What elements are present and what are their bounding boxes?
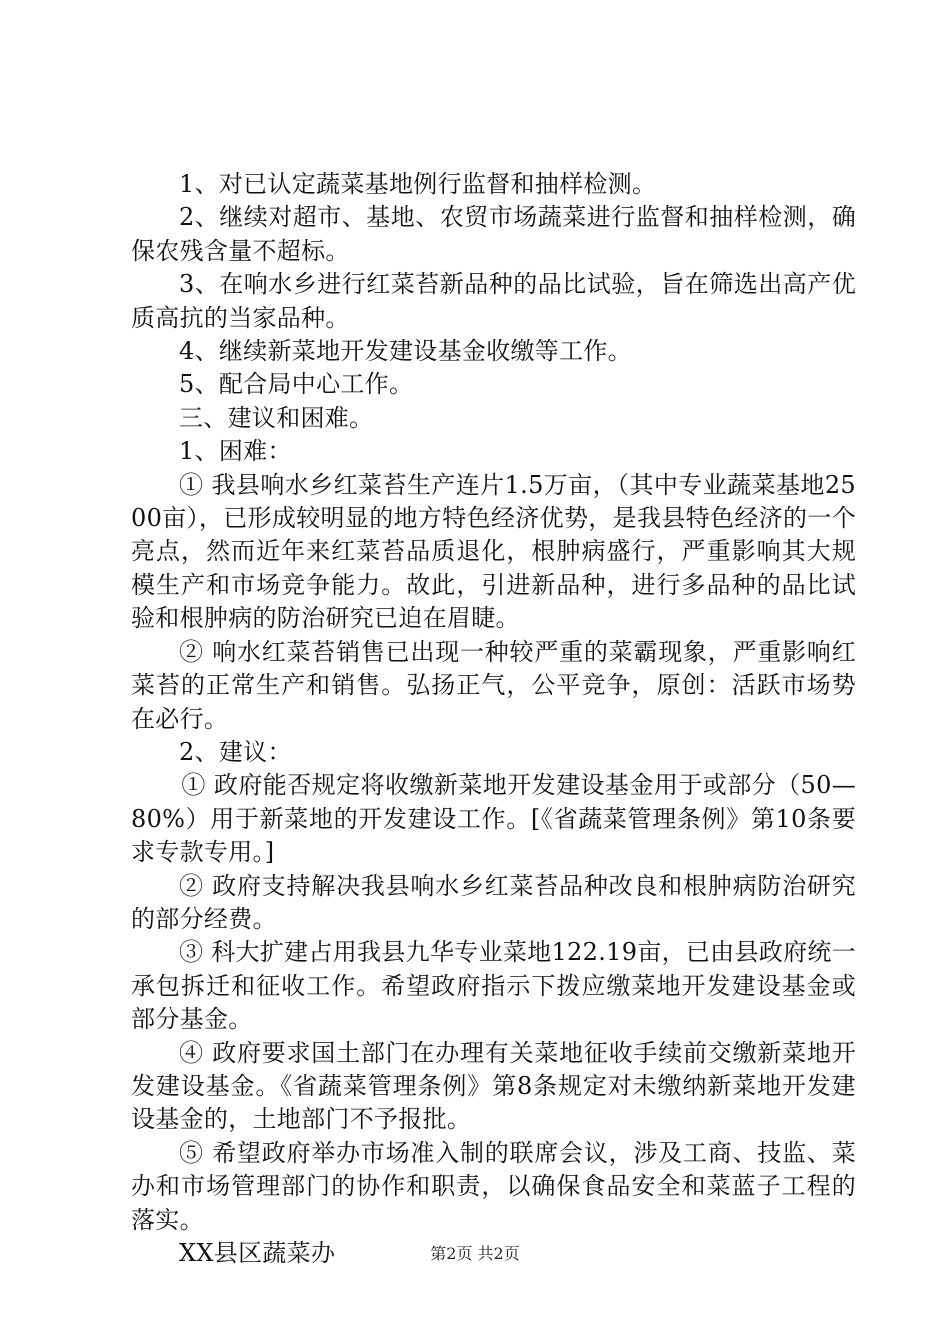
- suggestion-item-1: ① 政府能否规定将收缴新菜地开发建设基金用于或部分（50—80%）用于新菜地的开发建设工作。[《省蔬菜管理条例》第10条要求专款专用。]: [131, 771, 856, 867]
- suggestion-item-4: ④ 政府要求国土部门在办理有关菜地征收手续前交缴新菜地开发建设基金。《省蔬菜管理条例》第8条规定对未缴纳新菜地开发建设基金的，土地部门不予报批。: [131, 1038, 856, 1134]
- subheading-difficulties: 1、困难：: [179, 437, 292, 466]
- page-number-label: 第2页 共2页: [430, 1244, 520, 1263]
- paragraph-item-5: 5、配合局中心工作。: [179, 370, 414, 399]
- paragraph-item-4: 4、继续新菜地开发建设基金收缴等工作。: [179, 337, 632, 366]
- difficulty-item-2: ② 响水红菜苔销售已出现一种较严重的菜霸现象，严重影响红菜苔的正常生产和销售。弘扬正气，公平竞争，原创：活跃市场势在必行。: [131, 637, 856, 733]
- paragraph-item-3: 3、在响水乡进行红菜苔新品种的品比试验，旨在筛选出高产优质高抗的当家品种。: [131, 270, 856, 332]
- section-heading-suggestions: 三、建议和困难。: [179, 403, 374, 432]
- paragraph-item-2: 2、继续对超市、基地、农贸市场蔬菜进行监督和抽样检测，确保农残含量不超标。: [131, 203, 856, 265]
- suggestion-item-5: ⑤ 希望政府举办市场准入制的联席会议，涉及工商、技监、菜办和市场管理部门的协作和职责，以确保食品安全和菜蓝子工程的落实。: [131, 1138, 856, 1234]
- paragraph-item-1: 1、对已认定蔬菜基地例行监督和抽样检测。: [179, 170, 657, 198]
- signature-office: XX县区蔬菜办: [179, 1239, 336, 1267]
- suggestion-item-2: ② 政府支持解决我县响水乡红菜苔品种改良和根肿病防治研究的部分经费。: [131, 871, 856, 933]
- suggestion-item-3: ③ 科大扩建占用我县九华专业菜地122.19亩，已由县政府统一承包拆迁和征收工作。希望政府指示下拨应缴菜地开发建设基金或部分基金。: [131, 938, 856, 1034]
- document-body: [131, 168, 856, 1270]
- difficulty-item-1: ① 我县响水乡红菜苔生产连片1.5万亩，（其中专业蔬菜基地2500亩），已形成较明显的地方特色经济优势，是我县特色经济的一个亮点，然而近年来红菜苔品质退化，根肿病盛行，严重影响其大规模生产和市场竞争能力。故此，引进新品种，进行多品种的品比试验和根肿病的防治研究已迫在眉睫。: [131, 470, 856, 633]
- subheading-suggestions: 2、建议：: [179, 737, 292, 766]
- page-footer: [0, 1244, 950, 1264]
